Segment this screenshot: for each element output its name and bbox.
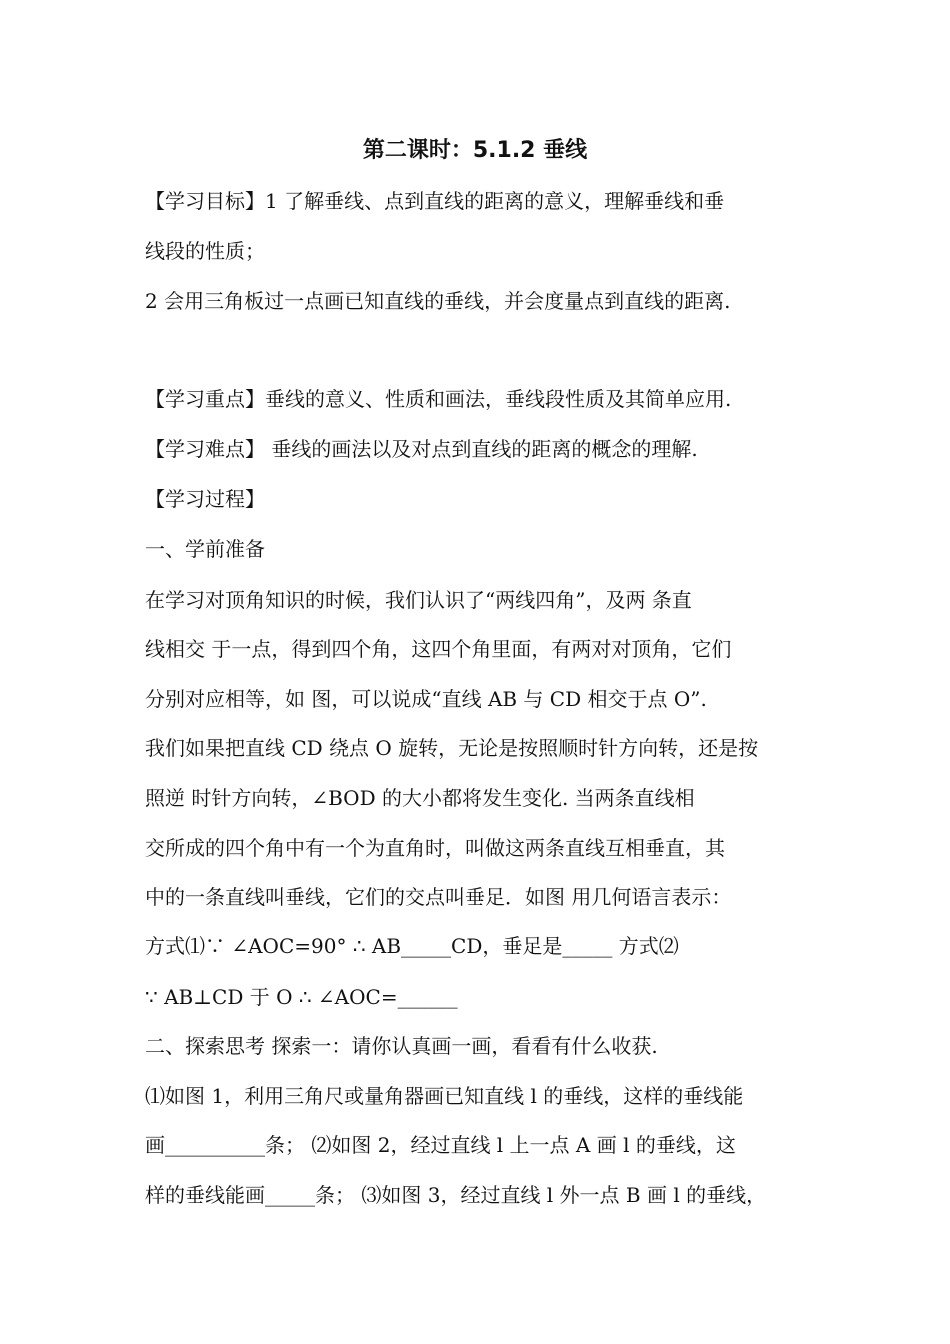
explore-line: 样的垂线能画_____条； ⑶如图 3，经过直线 l 外一点 B 画 l 的垂线， <box>145 1183 767 1207</box>
section-explore-heading: 二、探索思考 探索一：请你认真画一画，看看有什么收获. <box>145 1034 658 1058</box>
paragraph-line: 在学习对顶角知识的时候，我们认识了“两线四角”，及两 条直 <box>145 588 692 612</box>
learning-goal-line-3: 2 会用三角板过一点画已知直线的垂线，并会度量点到直线的距离. <box>145 289 731 313</box>
page-title: 第二课时：5.1.2 垂线 <box>362 138 588 163</box>
paragraph-line: 我们如果把直线 CD 绕点 O 旋转，无论是按照顺时针方向转，还是按 <box>145 736 759 760</box>
notation-line-2: ∵ AB⊥CD 于 O ∴ ∠AOC=______ <box>145 985 458 1009</box>
learning-goal-line-1: 【学习目标】1 了解垂线、点到直线的距离的意义，理解垂线和垂 <box>145 189 725 213</box>
paragraph-line: 交所成的四个角中有一个为直角时，叫做这两条直线互相垂直，其 <box>145 836 725 860</box>
key-point-line: 【学习重点】垂线的意义、性质和画法，垂线段性质及其简单应用. <box>145 387 732 411</box>
section-preparation-heading: 一、学前准备 <box>145 537 265 561</box>
paragraph-line: 线相交 于一点，得到四个角，这四个角里面，有两对对顶角，它们 <box>145 637 732 661</box>
paragraph-line: 照逆 时针方向转，∠BOD 的大小都将发生变化. 当两条直线相 <box>145 786 695 810</box>
learning-goal-line-2: 线段的性质； <box>145 239 265 263</box>
explore-line: 画__________条； ⑵如图 2，经过直线 l 上一点 A 画 l 的垂线，这 <box>145 1133 736 1157</box>
paragraph-line: 中的一条直线叫垂线，它们的交点叫垂足．如图 用几何语言表示： <box>145 885 732 909</box>
paragraph-line: 分别对应相等，如 图，可以说成“直线 AB 与 CD 相交于点 O”. <box>145 687 707 711</box>
difficulty-line: 【学习难点】 垂线的画法以及对点到直线的距离的概念的理解. <box>145 437 698 461</box>
process-heading: 【学习过程】 <box>145 487 265 511</box>
notation-line-1: 方式⑴∵ ∠AOC=90° ∴ AB_____CD，垂足是_____ 方式⑵ <box>145 934 679 958</box>
explore-line: ⑴如图 1，利用三角尺或量角器画已知直线 l 的垂线，这样的垂线能 <box>145 1084 744 1108</box>
